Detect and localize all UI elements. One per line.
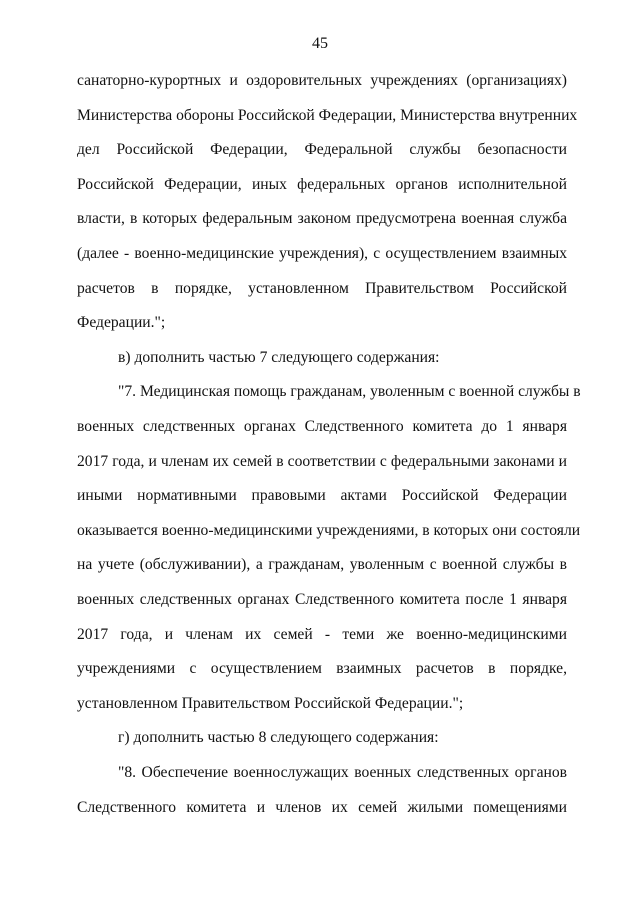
text-line: власти, в которых федеральным законом предусмотрена военная служба	[77, 210, 567, 228]
text-line: г) дополнить частью 8 следующего содержания:	[118, 729, 439, 747]
text-line: военных следственных органах Следственного комитета после 1 января	[77, 591, 567, 608]
text-line: установленном Правительством Российской Федерации.";	[77, 694, 464, 712]
text-line: иными нормативными правовыми актами Российской Федерации	[77, 487, 567, 505]
text-line: расчетов в порядке, установленном Правительством Российской	[77, 279, 567, 297]
text-line: военных следственных органах Следственного комитета до 1 января	[77, 418, 567, 435]
text-line: дел Российской Федерации, Федеральной службы безопасности	[77, 141, 567, 159]
text-line: санаторно-курортных и оздоровительных учреждениях (организациях)	[77, 72, 567, 89]
text-line: оказывается военно-медицинскими учреждениями, в которых они состояли	[77, 521, 581, 539]
page-number: 45	[312, 35, 328, 52]
text-line: Федерации.";	[77, 314, 166, 332]
text-line: "8. Обеспечение военнослужащих военных следственных органов	[118, 764, 567, 781]
text-line: 2017 года, и членам их семей - теми же военно-медицинскими	[77, 625, 567, 643]
text-line: Российской Федерации, иных федеральных органов исполнительной	[77, 175, 567, 193]
text-line: Следственного комитета и членов их семей жилыми помещениями	[77, 798, 567, 816]
text-line: на учете (обслуживании), а гражданам, уволенным с военной службы в	[77, 556, 567, 574]
text-line: (далее - военно-медицинские учреждения), с осуществлением взаимных	[77, 245, 567, 262]
text-line: в) дополнить частью 7 следующего содержания:	[118, 348, 440, 366]
text-line: "7. Медицинская помощь гражданам, уволенным с военной службы в	[118, 383, 581, 401]
text-line: 2017 года, и членам их семей в соответствии с федеральными законами и	[77, 452, 567, 470]
text-line: Министерства обороны Российской Федерации, Министерства внутренних	[77, 106, 578, 124]
text-line: учреждениями с осуществлением взаимных расчетов в порядке,	[77, 660, 567, 678]
